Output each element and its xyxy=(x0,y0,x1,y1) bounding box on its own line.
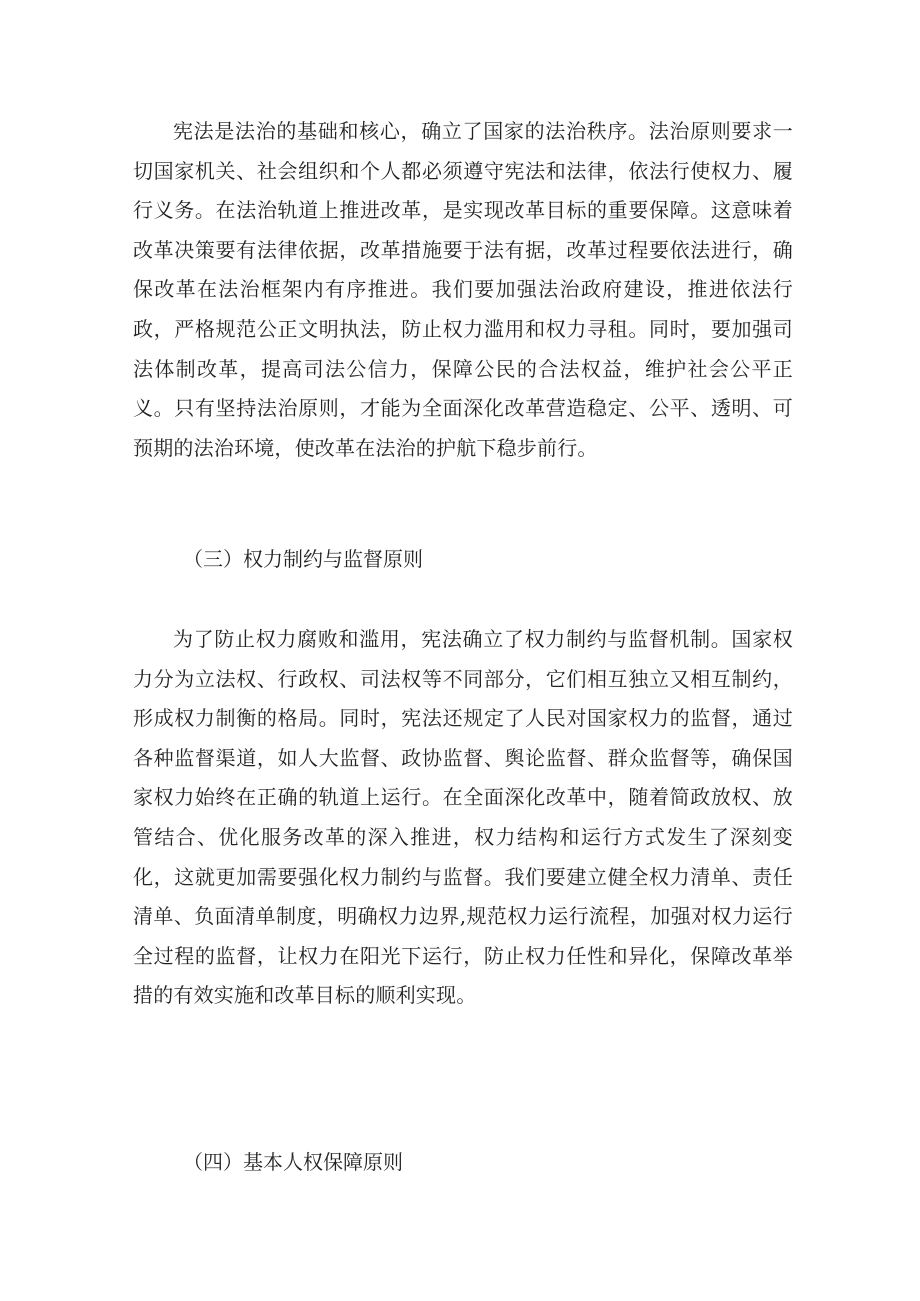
paragraph-power-checks: 为了防止权力腐败和滥用，宪法确立了权力制约与监督机制。国家权力分为立法权、行政权、司法权等不同部分，它们相互独立又相互制约，形成权力制衡的格局。同时，宪法还规定了人民对国家权力的监督，通过各种监督渠道，如人大监督、政协监督、舆论监督、群众监督等，确保国家权力始终在正确的轨道上运行。在全面深化改革中，随着简政放权、放管结合、优化服务改革的深入推进，权力结构和运行方式发生了深刻变化，这就更加需要强化权力制约与监督。我们要建立健全权力清单、责任清单、负面清单制度，明确权力边界,规范权力运行流程，加强对权力运行全过程的监督，让权力在阳光下运行，防止权力任性和异化，保障改革举措的有效实施和改革目标的顺利实现。 xyxy=(133,627,793,1008)
section-heading-human-rights: （四）基本人权保障原则 xyxy=(183,1150,403,1174)
section-heading-power-checks: （三）权力制约与监督原则 xyxy=(183,547,423,571)
paragraph-rule-of-law: 宪法是法治的基础和核心，确立了国家的法治秩序。法治原则要求一切国家机关、社会组织和个人都必须遵守宪法和法律，依法行使权力、履行义务。在法治轨道上推进改革，是实现改革目标的重要保障。这意味着改革决策要有法律依据，改革措施要于法有据，改革过程要依法进行，确保改革在法治框架内有序推进。我们要加强法治政府建设，推进依法行政，严格规范公正文明执法，防止权力滥用和权力寻租。同时，要加强司法体制改革，提高司法公信力，保障公民的合法权益，维护社会公平正义。只有坚持法治原则，才能为全面深化改革营造稳定、公平、透明、可预期的法治环境，使改革在法治的护航下稳步前行。 xyxy=(133,119,793,460)
